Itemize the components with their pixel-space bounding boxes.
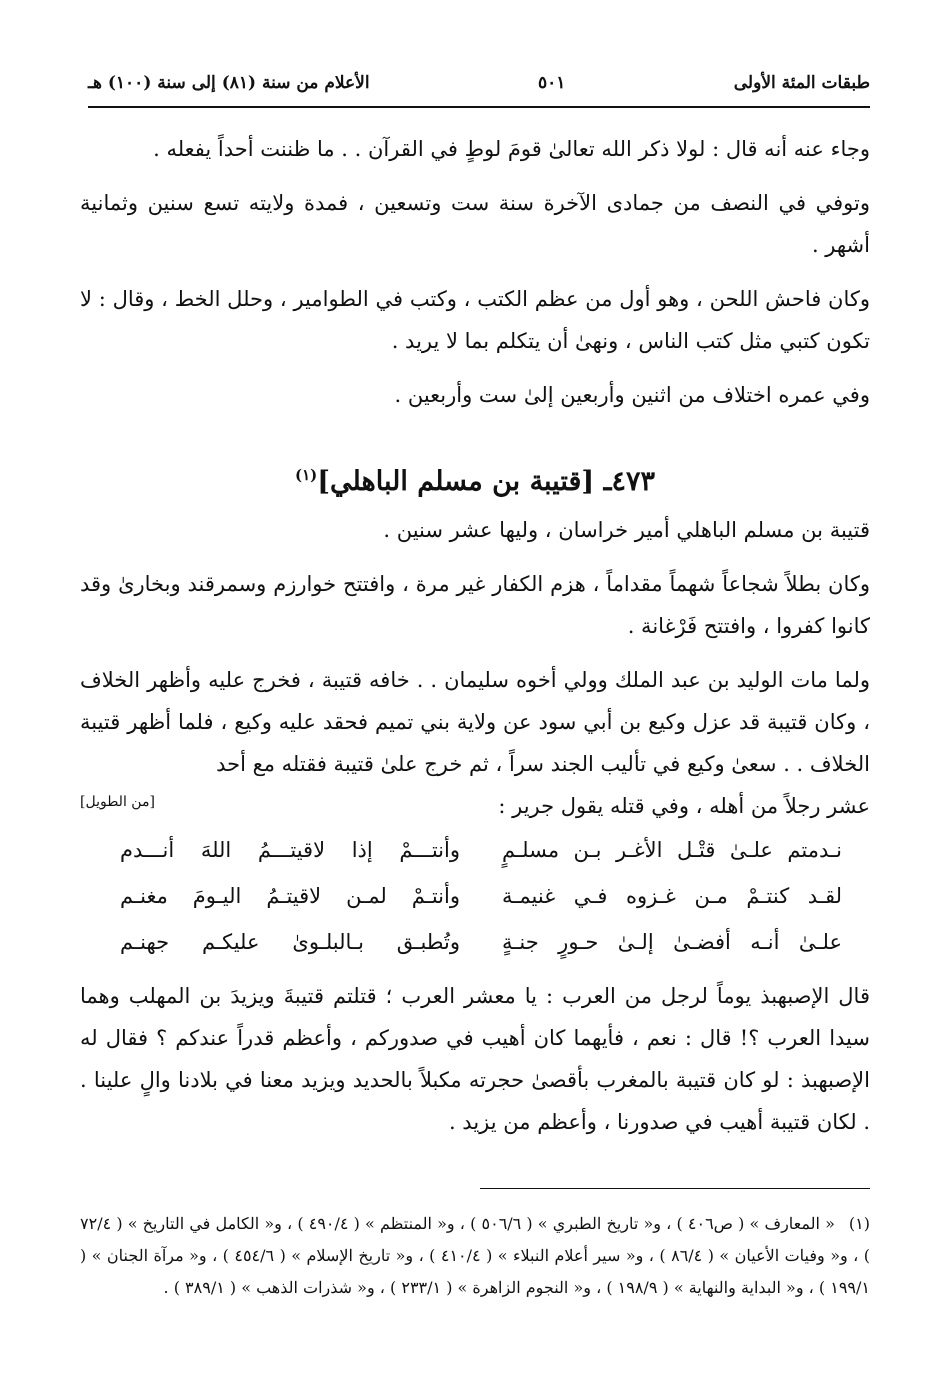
footnote-text: « المعارف » ( ص٤٠٦ ) ، و« تاريخ الطبري » ( ٥٠٦/٦ ) ، و« المنتظم » ( ٤٩٠/٤ ) ، و« الكامل في التاريخ » ( ٧٢/٤ ) ، و« وفيات الأعيان » ( ٨٦/٤ ) ، و« سير أعلام النبلاء » ( ٤١٠/٤ ) ، و« تاريخ الإسلام » ( ٤٥٤/٦ ) ، و« مرآة الجنان » ( ١٩٩/١ ) ، و« البداية والنهاية » ( ١٩٨/٩ ) ، و« النجوم الزاهرة » ( ٢٣٣/١ ) ، و« شذرات الذهب » ( ٣٨٩/١ ) . <box>80 1214 871 1297</box>
verse-first-half: نـدمتم علـىٰ قتْـل الأغـر بـن مسلـمٍ <box>502 838 842 862</box>
poem-verse <box>80 919 870 965</box>
poem-verse <box>80 873 870 919</box>
paragraph: وتوفي في النصف من جمادى الآخرة سنة ست وتسعين ، فمدة ولايته تسع سنين وثمانية أشهر . <box>80 191 870 257</box>
entry-title <box>80 454 870 503</box>
paragraph: وكان فاحش اللحن ، وهو أول من عظم الكتب ، وكتب في الطوامير ، وحلل الخط ، وقال : لا تكون كتبي مثل كتب الناس ، ونهىٰ أن يتكلم بما لا يريد . <box>80 287 870 353</box>
footnote-rule <box>480 1188 870 1189</box>
paragraph: ولما مات الوليد بن عبد الملك وولي أخوه سليمان . . خافه قتيبة ، فخرج عليه وأظهر الخلاف ، وكان قتيبة قد عزل وكيع بن أبي سود عن ولاية بني تميم فحقد عليه وكيع ، فلما أظهر قتيبة الخلاف . . سعىٰ وكيع في تأليب الجند سراً ، ثم خرج علىٰ قتيبة فقتله مع أحد <box>80 668 870 776</box>
main-text <box>80 128 870 1155</box>
header-book-title: طبقات المئة الأولى <box>733 73 870 93</box>
verse-first-half: علـىٰ أنـه أفضـىٰ إلـىٰ حـورٍ جنـةٍ <box>502 930 842 954</box>
header-section-title: الأعلام من سنة (٨١) إلى سنة (١٠٠) هـ <box>88 73 370 93</box>
running-header <box>88 68 870 98</box>
paragraph: وكان بطلاً شجاعاً شهماً مقداماً ، هزم الكفار غير مرة ، وافتتح خوارزم وسمرقند وبخارىٰ وقد كانوا كفروا ، وافتتح فَرْغانة . <box>80 572 870 638</box>
meter-label: [من الطويل] <box>80 794 155 810</box>
header-rule <box>88 106 870 108</box>
poem-verse <box>80 827 870 873</box>
paragraph: وفي عمره اختلاف من اثنين وأربعين إلىٰ ست وأربعين . <box>394 383 870 407</box>
poem <box>80 827 870 965</box>
paragraph: وجاء عنه أنه قال : لولا ذكر الله تعالىٰ قومَ لوطٍ في القرآن . . ما ظننت أحداً يفعله . <box>153 137 870 161</box>
entry-title-text: ٤٧٣ـ [قتيبة بن مسلم الباهلي] <box>317 466 655 497</box>
page-number: ٥٠١ <box>537 73 566 93</box>
verse-second-half: وأنتـمْ لمـن لاقيتـمُ اليـومَ مغنـم <box>120 884 460 908</box>
footnote-marker: (١) <box>295 466 318 484</box>
paragraph-end: عشر رجلاً من أهله ، وفي قتله يقول جرير : <box>498 794 870 818</box>
verse-second-half: وتُطبـق بـالبلـوىٰ عليكـم جهنـم <box>120 930 460 954</box>
footnote-number: (١) <box>848 1214 871 1233</box>
paragraph: قال الإصبهبذ يوماً لرجل من العرب : يا معشر العرب ؛ قتلتم قتيبةَ ويزيدَ بن المهلب وهما سيدا العرب ؟! قال : نعم ، فأيهما كان أهيب في صدوركم ، وأعظم قدراً عندكم ؟ فقال له الإصبهبذ : لو كان قتيبة بالمغرب بأقصىٰ حجرته مكبلاً بالحديد ويزيد معنا في بلادنا والٍ علينا . . لكان قتيبة أهيب في صدورنا ، وأعظم من يزيد . <box>80 984 870 1134</box>
verse-first-half: لقـد كنتـمْ مـن غـزوه فـي غنيمـة <box>502 884 842 908</box>
footnotes <box>80 1208 870 1304</box>
paragraph: قتيبة بن مسلم الباهلي أمير خراسان ، وليها عشر سنين . <box>383 518 870 542</box>
meter-line <box>80 785 870 827</box>
verse-second-half: وأنتـــمْ إذا لاقيتـــمُ اللهَ أنـــدم <box>120 838 460 862</box>
